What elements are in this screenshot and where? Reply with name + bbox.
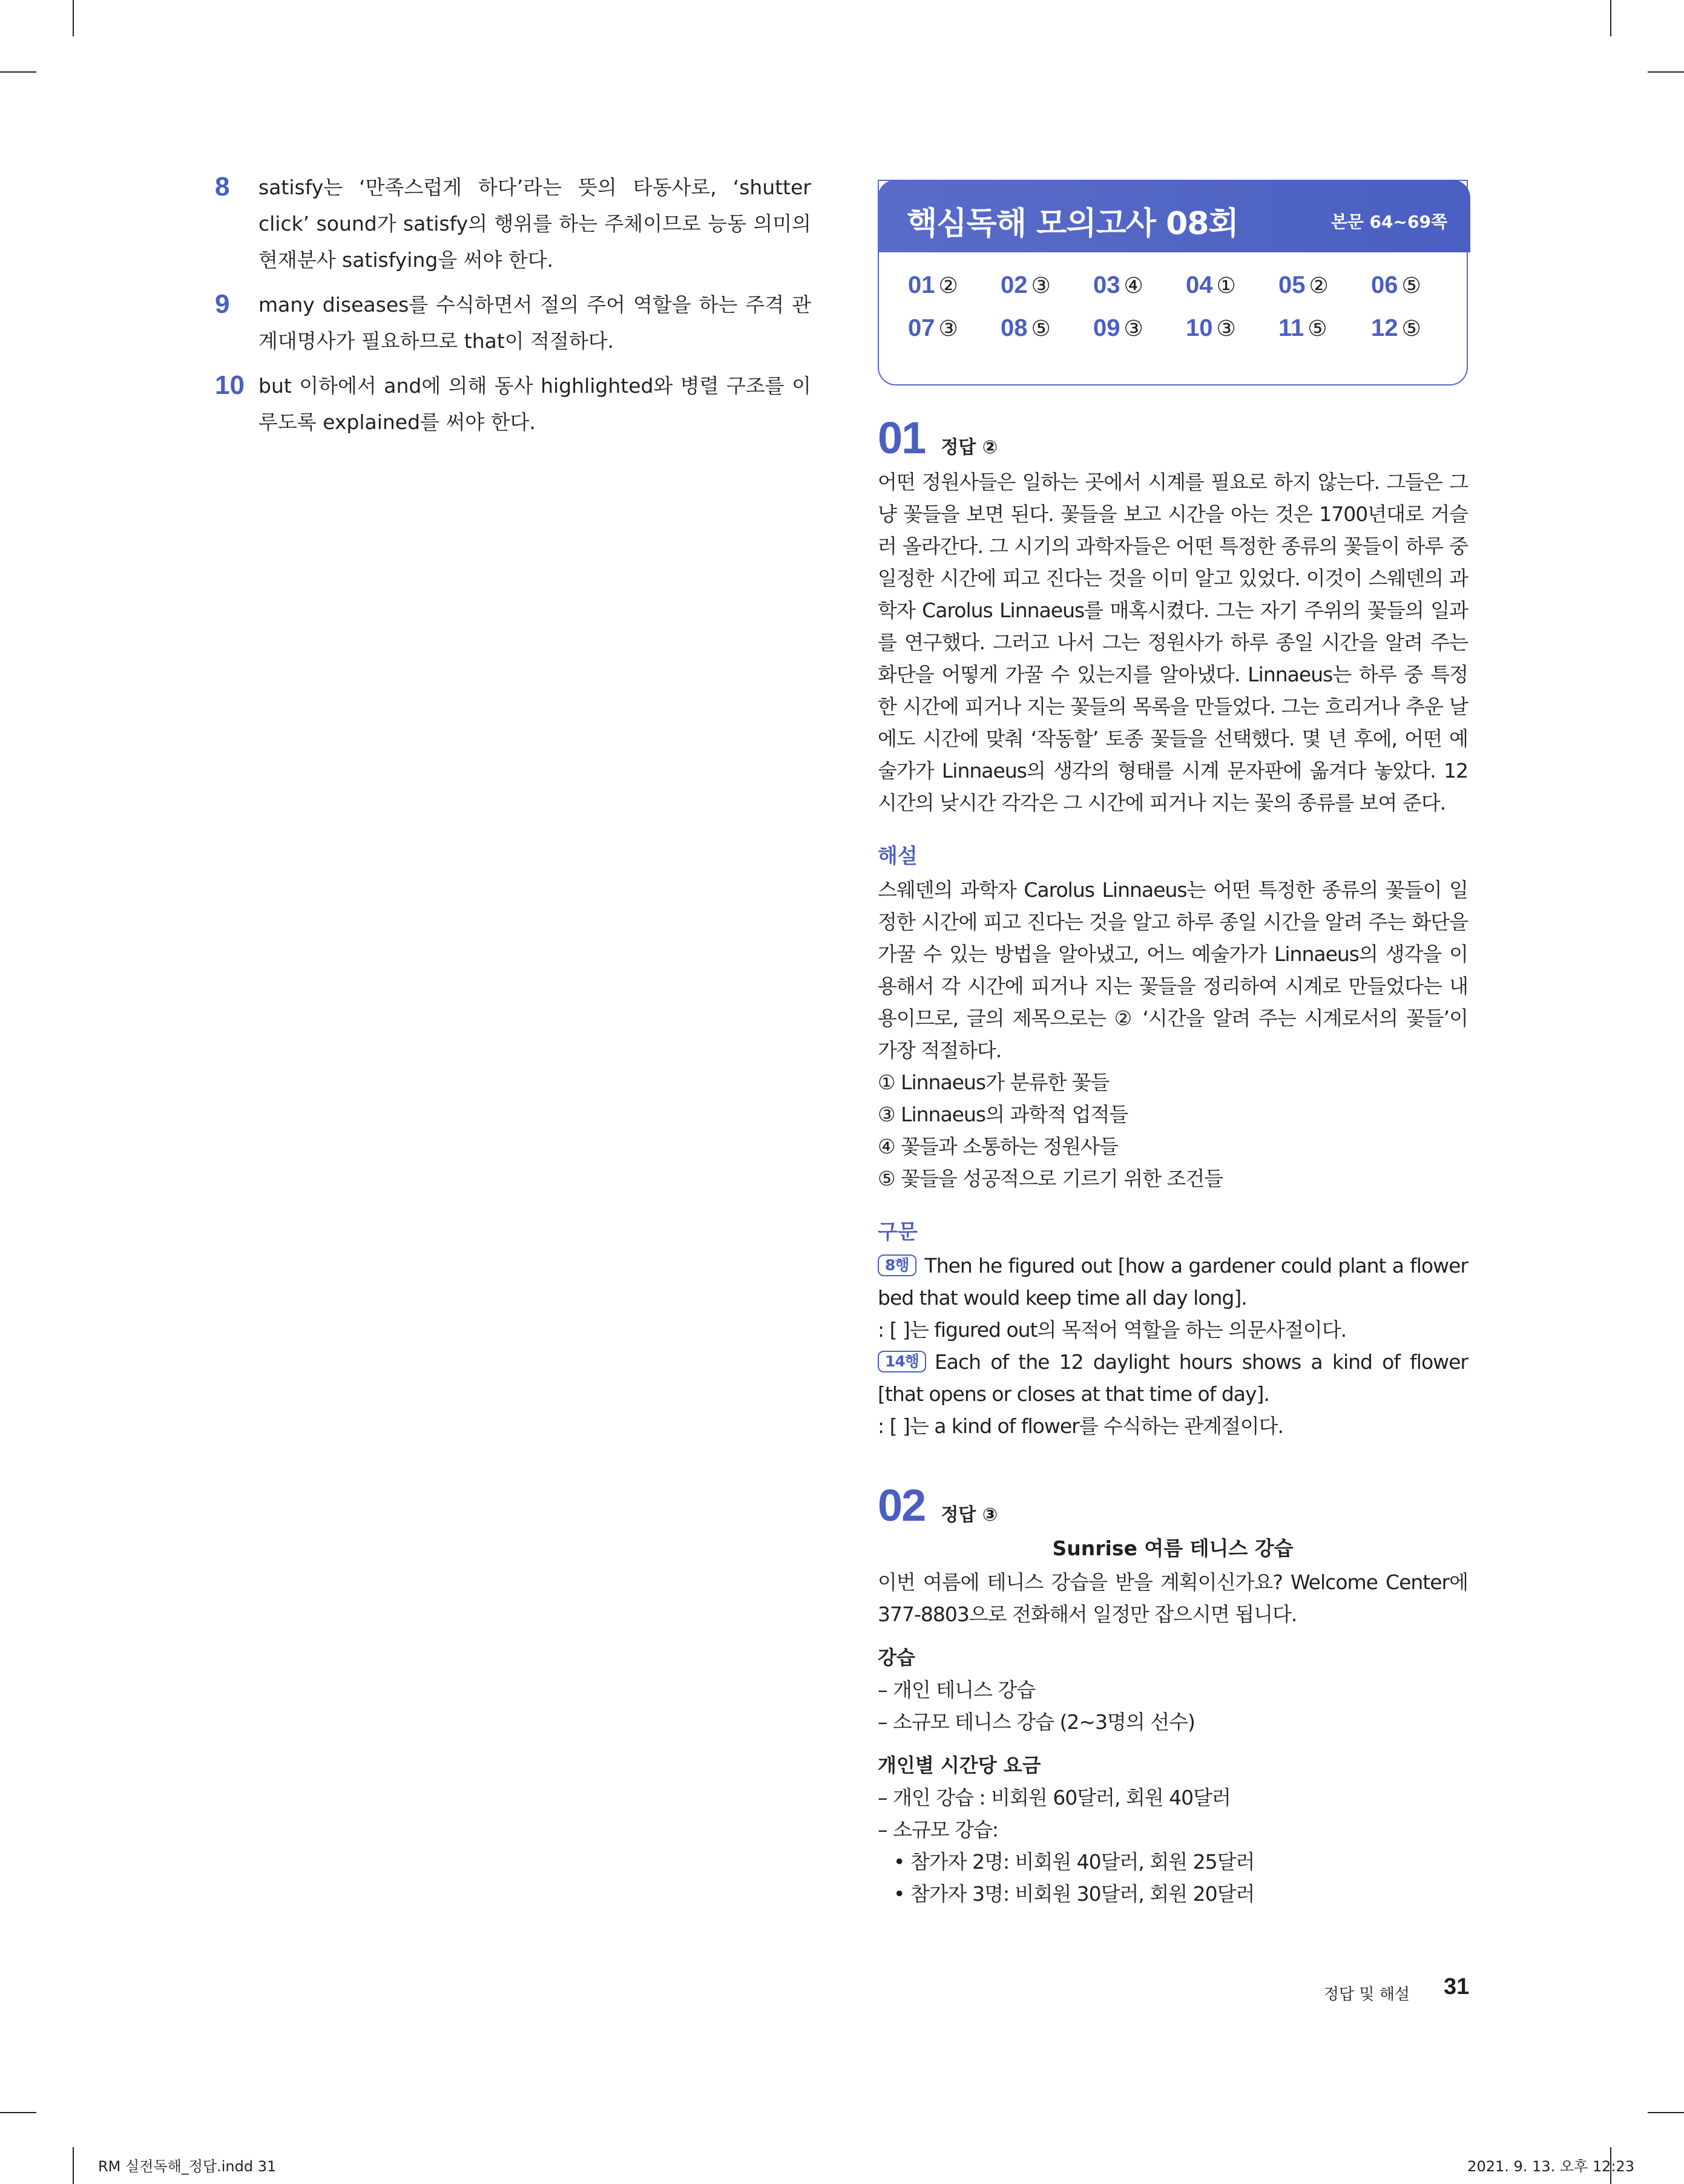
answer-cell bbox=[1278, 315, 1371, 342]
right-column bbox=[878, 180, 1468, 1910]
question-header bbox=[878, 412, 1468, 464]
crop-mark bbox=[1648, 71, 1684, 73]
answer-mark: ⑤ bbox=[1307, 316, 1327, 341]
answer-cell bbox=[1186, 315, 1278, 342]
left-column bbox=[215, 169, 811, 449]
question-header bbox=[878, 1480, 1468, 1531]
syntax-sentence bbox=[878, 1250, 1468, 1314]
answer-cell bbox=[908, 315, 1001, 342]
answer-key-header bbox=[878, 180, 1470, 252]
correct-answer: 정답 ③ bbox=[941, 1504, 998, 1526]
syntax-note: : [ ]는 figured out의 목적어 역할을 하는 의문사절이다. bbox=[878, 1318, 1347, 1342]
question-number: 01 bbox=[878, 413, 926, 463]
fee-bullet: • 참가자 2명: 비회원 40달러, 회원 25달러 bbox=[893, 1850, 1255, 1874]
fee-heading: 개인별 시간당 요금 bbox=[878, 1754, 1041, 1777]
answer-number: 10 bbox=[1186, 315, 1213, 341]
answer-cell bbox=[1371, 272, 1464, 299]
answer-number: 01 bbox=[908, 272, 935, 298]
question-number: 02 bbox=[878, 1480, 926, 1530]
option-line: ④ 꽃들과 소통하는 정원사들 bbox=[878, 1135, 1118, 1158]
item-number: 10 bbox=[215, 370, 245, 400]
translation-text: 어떤 정원사들은 일하는 곳에서 시계를 필요로 하지 않는다. 그들은 그냥 꽃들을 보면 된다. 꽃들을 보고 시간을 아는 것은 1700년대로 거슬러 올라간다. 그 시기의 과학자들은 어떤 특정한 종류의 꽃들이 하루 중 일정한 시간에 피고 진다는 것을 이미 알고 있었다. 이것이 스웨덴의 과학자 Carolus Linnaeus를 매혹시켰다. 그는 자기 주위의 꽃들의 일과를 연구했다. 그러고 나서 그는 정원사가 하루 종일 시간을 알려 주는 화단을 어떻게 가꿀 수 있는지를 알아냈다. Linnaeus는 하루 중 특정한 시간에 피거나 지는 꽃들의 목록을 만들었다. 그는 흐리거나 추운 날에도 시간에 맞춰 ‘작동할’ 토종 꽃들을 선택했다. 몇 년 후에, 어떤 예술가가 Linnaeus의 생각의 형태를 시계 문자판에 옮겨다 놓았다. 12시간의 낮시간 각각은 그 시간에 피거나 지는 꽃의 종류를 보여 준다. bbox=[878, 470, 1468, 815]
fee-bullet: • 참가자 3명: 비회원 30달러, 회원 20달러 bbox=[893, 1882, 1255, 1906]
notice-title: Sunrise 여름 테니스 강습 bbox=[1052, 1536, 1294, 1560]
answer-number: 07 bbox=[908, 315, 935, 341]
answer-mark: ① bbox=[1216, 274, 1236, 298]
footer-label: 정답 및 해설 bbox=[1323, 1986, 1410, 2004]
answer-mark: ⑤ bbox=[1031, 316, 1051, 341]
item-text: many diseases를 수식하면서 절의 주어 역할을 하는 주격 관계대명사가 필요하므로 that이 적절하다. bbox=[258, 293, 811, 353]
sentence-text: Then he figured out [how a gardener could plant a flower bed that would keep time all day long]. bbox=[878, 1254, 1468, 1310]
syntax-sentence bbox=[878, 1346, 1468, 1410]
answer-mark: ② bbox=[938, 274, 958, 298]
line-tag: 8행 bbox=[878, 1254, 916, 1276]
explanation-item bbox=[215, 287, 811, 359]
answer-key-box bbox=[878, 180, 1468, 385]
item-text: satisfy는 ‘만족스럽게 하다’라는 뜻의 타동사로, ‘shutter click’ sound가 satisfy의 행위를 하는 주체이므로 능동 의미의 현재분사 satisfying을 써야 한다. bbox=[258, 175, 811, 272]
answer-mark: ⑤ bbox=[1401, 274, 1421, 298]
fee-line: – 개인 강습 : 비회원 60달러, 회원 40달러 bbox=[878, 1786, 1231, 1809]
crop-mark bbox=[1648, 2112, 1684, 2113]
lesson-line: – 개인 테니스 강습 bbox=[878, 1678, 1036, 1702]
answer-cell bbox=[1093, 272, 1186, 299]
answer-mark: ③ bbox=[1031, 274, 1051, 298]
question-02-section bbox=[878, 1480, 1468, 1910]
answer-grid bbox=[908, 272, 1453, 342]
page-number: 31 bbox=[1444, 1974, 1470, 1999]
answer-mark: ③ bbox=[1216, 316, 1236, 341]
crop-mark bbox=[1610, 0, 1611, 36]
slug-file-info: RM 실전독해_정답.indd 31 bbox=[98, 2158, 277, 2175]
explanation-item bbox=[215, 169, 811, 278]
answer-number: 05 bbox=[1278, 272, 1306, 298]
crop-mark bbox=[73, 0, 74, 36]
option-line: ① Linnaeus가 분류한 꽃들 bbox=[878, 1071, 1110, 1094]
answer-key-title: 핵심독해 모의고사 08회 bbox=[907, 206, 1238, 242]
option-line: ⑤ 꽃들을 성공적으로 기르기 위한 조건들 bbox=[878, 1167, 1223, 1190]
answer-number: 09 bbox=[1093, 315, 1120, 341]
answer-mark: ④ bbox=[1123, 274, 1143, 298]
syntax-heading: 구문 bbox=[878, 1220, 918, 1244]
syntax-note: : [ ]는 a kind of flower를 수식하는 관계절이다. bbox=[878, 1414, 1283, 1438]
correct-answer: 정답 ② bbox=[941, 437, 998, 458]
crop-mark bbox=[0, 2112, 36, 2113]
answer-number: 08 bbox=[1001, 315, 1028, 341]
answer-number: 06 bbox=[1371, 272, 1398, 298]
answer-mark: ② bbox=[1309, 274, 1329, 298]
item-number: 8 bbox=[215, 172, 230, 202]
question-01-section bbox=[878, 412, 1468, 1442]
answer-cell bbox=[1186, 272, 1278, 299]
explanation-text: 스웨덴의 과학자 Carolus Linnaeus는 어떤 특정한 종류의 꽃들이 일정한 시간에 피고 진다는 것을 알고 하루 종일 시간을 알려 주는 화단을 가꿀 수 있는 방법을 알아냈고, 어느 예술가가 Linnaeus의 생각을 이용해서 각 시간에 피거나 지는 꽃들을 정리하여 시계로 만들었다는 내용이므로, 글의 제목으로는 ② ‘시간을 알려 주는 시계로서의 꽃들’이 가장 적절하다. bbox=[878, 878, 1468, 1062]
crop-mark bbox=[0, 71, 36, 73]
lesson-line: – 소규모 테니스 강습 (2~3명의 선수) bbox=[878, 1710, 1195, 1734]
lessons-heading: 강습 bbox=[878, 1646, 915, 1669]
line-tag: 14행 bbox=[878, 1351, 926, 1372]
page-reference: 본문 64~69쪽 bbox=[1330, 212, 1447, 232]
answer-number: 04 bbox=[1186, 272, 1213, 298]
answer-mark: ⑤ bbox=[1401, 316, 1421, 341]
answer-number: 03 bbox=[1093, 272, 1120, 298]
option-line: ③ Linnaeus의 과학적 업적들 bbox=[878, 1103, 1128, 1126]
fee-line: – 소규모 강습: bbox=[878, 1818, 998, 1841]
answer-number: 02 bbox=[1001, 272, 1028, 298]
answer-mark: ③ bbox=[1123, 316, 1143, 341]
slug-timestamp: 2021. 9. 13. 오후 12:23 bbox=[1467, 2158, 1634, 2175]
item-number: 9 bbox=[215, 289, 230, 319]
item-text: but 이하에서 and에 의해 동사 highlighted와 병렬 구조를 이루도록 explained를 써야 한다. bbox=[258, 374, 811, 434]
explanation-heading: 해설 bbox=[878, 844, 918, 868]
answer-mark: ③ bbox=[938, 316, 958, 341]
answer-number: 11 bbox=[1278, 315, 1304, 341]
answer-cell bbox=[1371, 315, 1464, 342]
answer-number: 12 bbox=[1371, 315, 1398, 341]
answer-cell bbox=[1093, 315, 1186, 342]
sentence-text: Each of the 12 daylight hours shows a kind of flower [that opens or closes at that time of day]. bbox=[878, 1350, 1468, 1406]
explanation-item bbox=[215, 368, 811, 441]
notice-intro: 이번 여름에 테니스 강습을 받을 계획이신가요? Welcome Center에 377-8803으로 전화해서 일정만 잡으시면 됩니다. bbox=[878, 1570, 1468, 1626]
answer-cell bbox=[908, 272, 1001, 299]
answer-cell bbox=[1001, 272, 1093, 299]
answer-cell bbox=[1001, 315, 1093, 342]
crop-mark bbox=[73, 2147, 74, 2184]
answer-cell bbox=[1278, 272, 1371, 299]
